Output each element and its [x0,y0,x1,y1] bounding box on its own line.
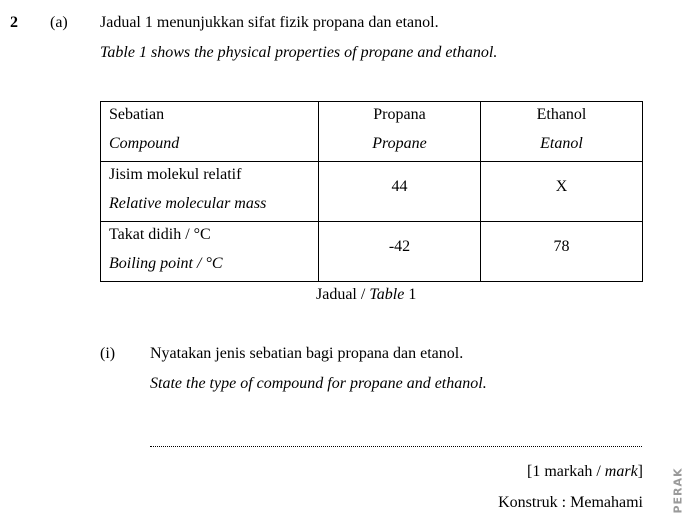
marks-prefix: [1 markah / [527,463,605,480]
row-label [101,162,319,222]
question-number: 2 [10,14,18,31]
table-caption-number: 1 [404,286,417,303]
table-row [101,222,643,282]
row-label [101,222,319,282]
header-compound-malay: Sebatian [109,106,165,123]
row-label-english: Boiling point / °C [109,255,223,272]
cell-ethanol-value: X [555,178,568,195]
header-propane [319,102,481,162]
marks-label [527,463,643,481]
table-caption-malay: Jadual / [316,286,370,303]
cell-propane [319,162,481,222]
perak-stamp-text: PERAK [671,466,685,514]
intro-english: Table 1 shows the physical properties of propane and ethanol. [100,44,498,61]
intro-malay: Jadual 1 menunjukkan sifat fizik propana dan etanol. [100,14,439,31]
row-label-malay: Jisim molekul relatif [109,166,242,183]
construct-label: Konstruk : Memahami [498,494,643,511]
cell-propane-value: -42 [388,238,411,255]
row-label-malay: Takat didih / °C [109,226,211,243]
answer-line[interactable] [150,446,642,447]
subquestion-malay: Nyatakan jenis sebatian bagi propana dan etanol. [150,345,464,362]
question-part: (a) [50,14,68,31]
marks-word: mark [604,463,638,480]
table-header-row [101,102,643,162]
cell-propane-value: 44 [391,178,408,195]
table-caption-english: Table [369,286,405,303]
header-ethanol-malay: Etanol [540,135,583,152]
header-propane-malay: Propana [373,106,426,123]
header-propane-english: Propane [372,135,427,152]
subquestion-english: State the type of compound for propane and ethanol. [150,375,487,392]
table-row [101,162,643,222]
row-label-english: Relative molecular mass [109,195,267,212]
marks-suffix: ] [637,463,643,480]
header-compound [101,102,319,162]
subquestion-number: (i) [100,345,116,362]
header-compound-english: Compound [109,135,180,152]
cell-ethanol-value: 78 [553,238,570,255]
cell-propane [319,222,481,282]
cell-ethanol [481,162,643,222]
cell-ethanol [481,222,643,282]
header-ethanol-english: Ethanol [536,106,587,123]
perak-stamp [669,466,687,514]
properties-table [100,101,643,282]
header-ethanol [481,102,643,162]
table-caption [316,286,416,304]
